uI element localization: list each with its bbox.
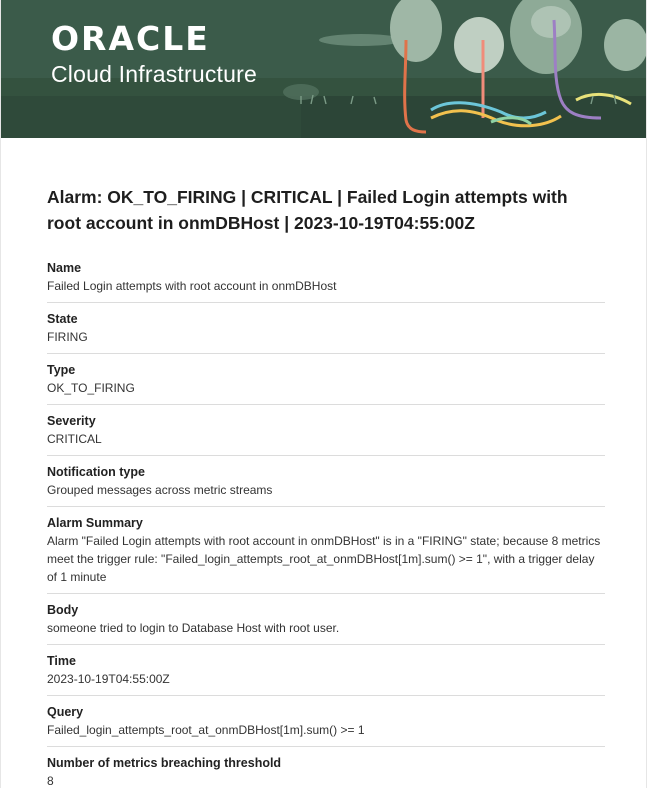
brand-subtitle: Cloud Infrastructure [51, 61, 257, 87]
field-label: Time [47, 654, 76, 668]
field-label: Type [47, 363, 76, 377]
field-notification-type [47, 456, 605, 507]
field-label: Notification type [47, 465, 145, 479]
field-value: 8 [47, 774, 54, 788]
field-alarm-summary [47, 507, 605, 594]
oracle-logo [51, 19, 257, 87]
field-body [47, 594, 605, 645]
alarm-fields [47, 252, 605, 788]
field-query [47, 696, 605, 747]
brand-name: ORACLE [51, 19, 210, 58]
alarm-content [1, 138, 646, 788]
field-label: Severity [47, 414, 96, 428]
header-banner [1, 0, 646, 138]
field-label: Alarm Summary [47, 516, 143, 530]
field-value: 2023-10-19T04:55:00Z [47, 672, 170, 686]
field-value: OK_TO_FIRING [47, 381, 135, 395]
field-name [47, 252, 605, 303]
field-value: FIRING [47, 330, 88, 344]
field-value: Alarm "Failed Login attempts with root account in onmDBHost" is in a "FIRING" state; because 8 metrics meet the trigger rule: "Failed_login_attempts_root_at_onmDBHost[1m].sum() >= 1", with a trigger delay of 1 minute [47, 534, 601, 584]
field-label: State [47, 312, 78, 326]
field-metrics-breaching [47, 747, 605, 788]
field-label: Body [47, 603, 79, 617]
field-value: Failed Login attempts with root account in onmDBHost [47, 279, 337, 293]
field-value: someone tried to login to Database Host with root user. [47, 621, 340, 635]
field-label: Query [47, 705, 84, 719]
field-label: Number of metrics breaching threshold [47, 756, 282, 770]
field-value: Grouped messages across metric streams [47, 483, 273, 497]
field-type [47, 354, 605, 405]
field-time [47, 645, 605, 696]
field-severity [47, 405, 605, 456]
field-state [47, 303, 605, 354]
field-label: Name [47, 261, 82, 275]
field-value: CRITICAL [47, 432, 102, 446]
alarm-title: Alarm: OK_TO_FIRING | CRITICAL | Failed Login attempts with root account in onmDBHost | 2023-10-19T04:55:00Z [47, 187, 568, 233]
field-value: Failed_login_attempts_root_at_onmDBHost[1m].sum() >= 1 [47, 723, 365, 737]
